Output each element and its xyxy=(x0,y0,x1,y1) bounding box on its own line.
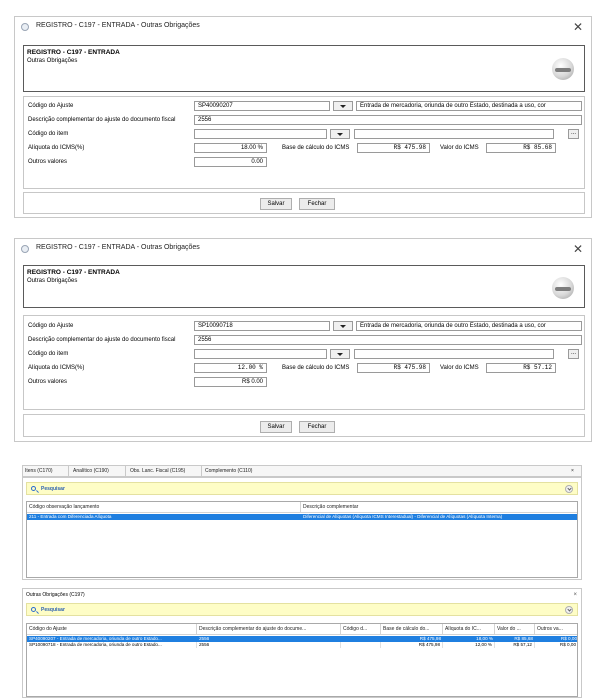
valor-icms-input[interactable]: R$ 85.68 xyxy=(486,143,556,153)
window-icon xyxy=(21,245,29,253)
column-header[interactable]: Descrição complementar xyxy=(303,504,359,510)
search-icon xyxy=(31,486,36,491)
codigo-ajuste-dropdown-button[interactable] xyxy=(333,101,353,111)
codigo-item-input[interactable] xyxy=(194,349,327,359)
outros-input[interactable]: R$ 0.00 xyxy=(194,377,267,387)
button-bar xyxy=(23,414,585,437)
column-header[interactable]: Código do Ajuste xyxy=(27,624,197,635)
tab-obs-lanc-fiscal[interactable]: Obs. Lanc. Fiscal (C195) xyxy=(130,466,202,477)
label-codigo-ajuste: Código do Ajuste xyxy=(28,323,74,329)
button-bar xyxy=(23,192,585,214)
table-cell: R$ 0,00 xyxy=(560,636,577,641)
label-codigo-item: Código do item xyxy=(28,131,69,137)
column-header[interactable]: Código observação lançamento xyxy=(27,502,301,513)
table-cell: R$ 57,12 xyxy=(495,642,535,648)
table-cell xyxy=(341,642,381,648)
table-cell: R$ 475,98 xyxy=(419,636,441,641)
table-cell: R$ 475,98 xyxy=(381,642,443,648)
item-descricao-field xyxy=(354,129,554,139)
aliquota-input[interactable]: 18.00 % xyxy=(194,143,267,153)
form-fields xyxy=(23,96,585,189)
search-bar[interactable] xyxy=(26,482,578,495)
c197-table xyxy=(26,623,578,697)
label-valor-icms: Valor do ICMS xyxy=(440,145,479,151)
app-logo-icon xyxy=(552,58,574,80)
dialog-header xyxy=(23,45,585,92)
dialog-titlebar xyxy=(15,239,591,261)
column-header[interactable]: Alíquota do IC... xyxy=(443,624,495,635)
item-search-button[interactable]: ... xyxy=(568,129,579,139)
search-bar[interactable] xyxy=(26,603,578,616)
codigo-item-dropdown-button[interactable] xyxy=(330,129,350,139)
label-outros: Outros valores xyxy=(28,159,68,165)
close-icon[interactable]: × xyxy=(571,468,574,474)
close-icon[interactable]: ✕ xyxy=(572,20,583,34)
aliquota-input[interactable]: 12.00 % xyxy=(194,363,267,373)
header-subtitle: Outras Obrigações xyxy=(27,58,78,64)
table-cell: 12,00 % xyxy=(443,642,495,648)
codigo-ajuste-dropdown-button[interactable] xyxy=(333,321,353,331)
save-button[interactable]: Salvar xyxy=(260,421,292,433)
base-calculo-input[interactable]: R$ 475.98 xyxy=(357,363,430,373)
label-codigo-item: Código do item xyxy=(28,351,69,357)
header-title: REGISTRO - C197 - ENTRADA xyxy=(27,49,120,56)
header-subtitle: Outras Obrigações xyxy=(27,278,78,284)
base-calculo-input[interactable]: R$ 475.98 xyxy=(357,143,430,153)
column-header[interactable]: Valor do ... xyxy=(495,624,535,635)
column-header[interactable]: Outros va... xyxy=(537,626,563,632)
dialog-titlebar xyxy=(15,17,591,39)
close-icon[interactable]: ✕ xyxy=(572,242,583,256)
label-base-calculo: Base de cálculo do ICMS xyxy=(282,145,350,151)
label-valor-icms: Valor do ICMS xyxy=(440,365,479,371)
label-base-calculo: Base de cálculo do ICMS xyxy=(282,365,350,371)
descricao-input[interactable]: 2556 xyxy=(194,115,582,125)
column-header[interactable]: Descrição complementar do ajuste do docume... xyxy=(197,624,341,635)
close-button[interactable]: Fechar xyxy=(299,421,335,433)
table-cell: R$ 0,00 xyxy=(535,642,578,648)
dialog-c197-2 xyxy=(14,238,592,442)
table-row[interactable] xyxy=(27,514,577,520)
item-descricao-field xyxy=(354,349,554,359)
form-fields xyxy=(23,315,585,410)
table-cell: Diferencial de Alíquotas (Alíquota ICMS Interestadual) - Diferencial de Alíquotas (Alíquota Interna) xyxy=(303,514,503,519)
table-cell: SP40090207 - Entrada de mercadoria, oriunda de outro Estado... xyxy=(29,636,162,641)
close-icon[interactable]: × xyxy=(573,592,577,598)
table-cell: 2556 xyxy=(199,636,210,641)
dialog-c197-1 xyxy=(14,16,592,218)
codigo-item-dropdown-button[interactable] xyxy=(330,349,350,359)
tab-complemento[interactable]: Complemento (C110) xyxy=(205,468,253,474)
dialog-header xyxy=(23,265,585,308)
search-icon xyxy=(31,607,36,612)
table-cell: 2556 xyxy=(197,642,341,648)
table-header xyxy=(27,502,577,513)
close-button[interactable]: Fechar xyxy=(299,198,335,210)
codigo-ajuste-input[interactable]: SP40090207 xyxy=(194,101,330,111)
save-button[interactable]: Salvar xyxy=(260,198,292,210)
table-header xyxy=(27,624,577,635)
tab-itens[interactable]: Itens (C170) xyxy=(25,466,69,477)
search-label: Pesquisar xyxy=(41,607,65,613)
search-label: Pesquisar xyxy=(41,486,65,492)
item-search-button[interactable]: ... xyxy=(568,349,579,359)
ajuste-descricao-field: Entrada de mercadoria, oriunda de outro Estado, destinada a uso, cor xyxy=(356,321,582,331)
expand-icon[interactable] xyxy=(565,485,573,493)
window-title: REGISTRO - C197 - ENTRADA - Outras Obrigações xyxy=(36,244,200,251)
descricao-input[interactable]: 2556 xyxy=(194,335,582,345)
column-header[interactable]: Base de cálculo do... xyxy=(381,624,443,635)
column-header[interactable]: Código d... xyxy=(341,624,381,635)
ajuste-descricao-field: Entrada de mercadoria, oriunda de outro Estado, destinada a uso, cor xyxy=(356,101,582,111)
valor-icms-input[interactable]: R$ 57.12 xyxy=(486,363,556,373)
outros-input[interactable]: 0.00 xyxy=(194,157,267,167)
app-logo-icon xyxy=(552,277,574,299)
label-descricao: Descrição complementar do ajuste do documento fiscal xyxy=(28,117,176,123)
header-title: REGISTRO - C197 - ENTRADA xyxy=(27,269,120,276)
table-row[interactable] xyxy=(27,642,577,648)
window-title: REGISTRO - C197 - ENTRADA - Outras Obrigações xyxy=(36,22,200,29)
table-cell: 211 - Entrada com Diferenciada Alíquota xyxy=(29,514,112,519)
codigo-ajuste-input[interactable]: SP10090718 xyxy=(194,321,330,331)
expand-icon[interactable] xyxy=(565,606,573,614)
window-icon xyxy=(21,23,29,31)
tab-strip xyxy=(22,465,582,477)
label-codigo-ajuste: Código do Ajuste xyxy=(28,103,74,109)
table-cell: SP10090718 - Entrada de mercadoria, oriunda de outro Estado... xyxy=(27,642,197,648)
label-aliquota: Alíquota do ICMS(%) xyxy=(28,365,85,371)
label-aliquota: Alíquota do ICMS(%) xyxy=(28,145,85,151)
table-cell: 18,00 % xyxy=(476,636,493,641)
label-outros: Outros valores xyxy=(28,379,68,385)
codigo-item-input[interactable] xyxy=(194,129,327,139)
obs-table xyxy=(26,501,578,578)
outras-obrigacoes-panel xyxy=(22,588,582,698)
obs-lanc-panel xyxy=(22,477,582,580)
panel-title: Outras Obrigações (C197) xyxy=(23,589,581,601)
tab-analitico[interactable]: Analítico (C190) xyxy=(73,466,126,477)
table-cell: R$ 85,68 xyxy=(514,636,533,641)
label-descricao: Descrição complementar do ajuste do documento fiscal xyxy=(28,337,176,343)
